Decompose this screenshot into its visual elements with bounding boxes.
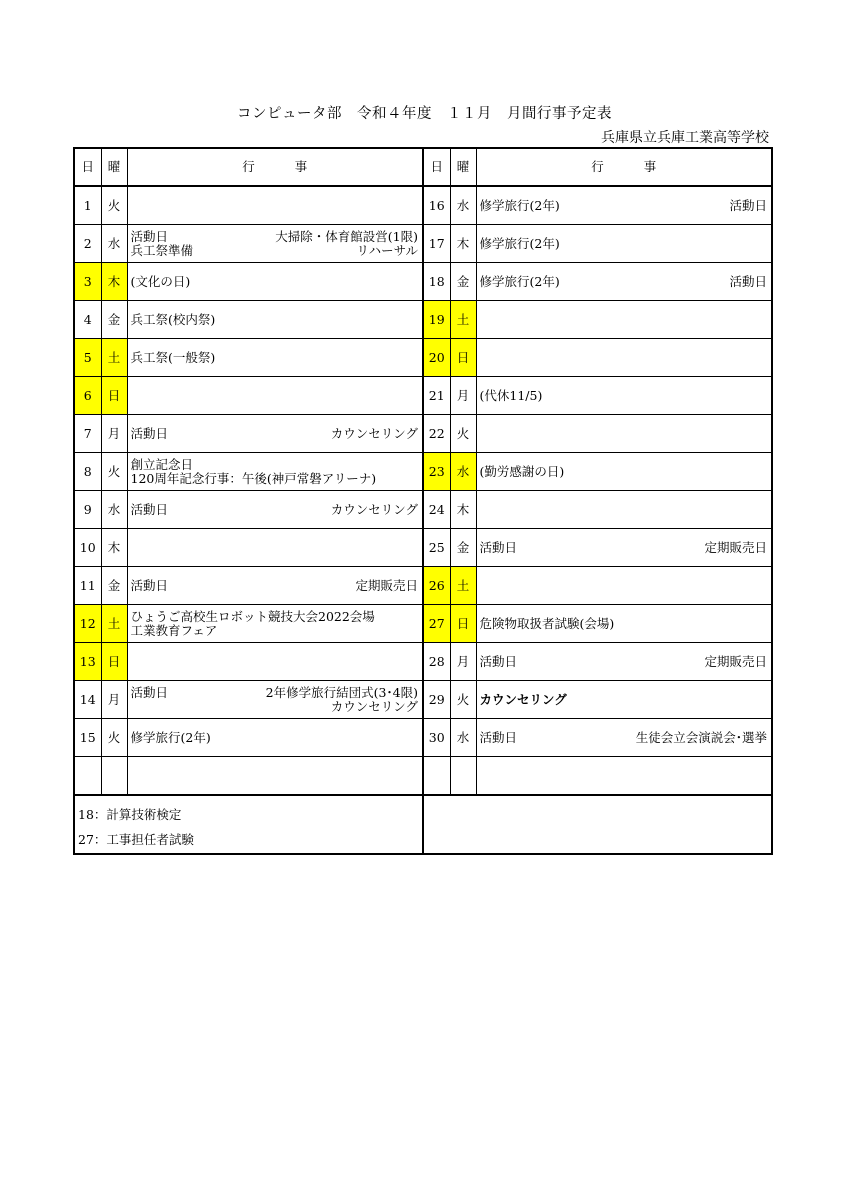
- event-cell: [127, 225, 423, 263]
- table-row: [74, 339, 772, 377]
- event-cell: [127, 529, 423, 567]
- day-number: 22: [423, 415, 450, 453]
- event-cell: [476, 415, 772, 453]
- event-text: 工業教育フェア: [130, 622, 218, 638]
- event-cell: [127, 605, 423, 643]
- event-line: [131, 700, 423, 714]
- event-text: 大掃除・体育館設営(1限): [275, 228, 418, 244]
- day-number: 21: [423, 377, 450, 415]
- weekday: 木: [101, 529, 127, 567]
- day-number: 29: [423, 681, 450, 719]
- schedule-table: [73, 147, 773, 855]
- day-number: 5: [74, 339, 101, 377]
- event-line: [131, 427, 423, 441]
- event-text: カウンセリング: [330, 698, 418, 714]
- event-text: 活動日: [729, 197, 767, 213]
- weekday: 火: [450, 681, 476, 719]
- day-number: 26: [423, 567, 450, 605]
- empty-cell: [127, 757, 423, 796]
- empty-cell: [101, 757, 127, 796]
- table-row: [74, 301, 772, 339]
- day-number: 8: [74, 453, 101, 491]
- table-row: [74, 681, 772, 719]
- weekday: 土: [101, 605, 127, 643]
- table-row: [74, 643, 772, 681]
- weekday: 日: [101, 377, 127, 415]
- event-cell: [476, 339, 772, 377]
- header-row: [74, 148, 772, 186]
- event-cell: [127, 415, 423, 453]
- day-number: 9: [74, 491, 101, 529]
- header-day: 日: [74, 148, 101, 186]
- event-cell: [127, 301, 423, 339]
- event-line: [480, 617, 772, 631]
- event-text: 活動日: [130, 501, 169, 517]
- event-line: [131, 503, 423, 517]
- event-cell: [476, 719, 772, 757]
- event-line: [480, 731, 772, 745]
- event-text: 定期販売日: [704, 653, 767, 669]
- event-cell: [127, 643, 423, 681]
- weekday: 水: [450, 719, 476, 757]
- event-text: カウンセリング: [330, 501, 418, 517]
- event-cell: [127, 186, 423, 225]
- day-number: 7: [74, 415, 101, 453]
- weekday: 木: [450, 225, 476, 263]
- table-row: [74, 453, 772, 491]
- day-number: 25: [423, 529, 450, 567]
- event-text: 活動日: [130, 684, 169, 700]
- table-row: [74, 567, 772, 605]
- day-number: 24: [423, 491, 450, 529]
- event-line: [131, 275, 423, 289]
- weekday: 金: [450, 529, 476, 567]
- day-number: 2: [74, 225, 101, 263]
- weekday: 土: [101, 339, 127, 377]
- event-text: 活動日: [479, 539, 518, 555]
- event-cell: [476, 605, 772, 643]
- event-line: [131, 351, 423, 365]
- school-name: 兵庫県立兵庫工業高等学校: [601, 130, 769, 146]
- header-event-a: 行: [242, 159, 255, 174]
- event-text: 生徒会立会演説会･選挙: [635, 729, 767, 745]
- day-number: 30: [423, 719, 450, 757]
- weekday: 月: [101, 681, 127, 719]
- empty-cell: [450, 757, 476, 796]
- event-text: 兵工祭(校内祭): [130, 311, 216, 327]
- notes-cell: [74, 795, 423, 854]
- weekday: 日: [101, 643, 127, 681]
- day-number: 11: [74, 567, 101, 605]
- weekday: 木: [101, 263, 127, 301]
- event-text: 修学旅行(2年): [479, 235, 560, 251]
- weekday: 火: [450, 415, 476, 453]
- weekday: 月: [101, 415, 127, 453]
- header-weekday: 曜: [101, 148, 127, 186]
- empty-cell: [423, 757, 450, 796]
- day-number: 18: [423, 263, 450, 301]
- note-item: 18：計算技術検定: [78, 807, 182, 822]
- note-item: 27：工事担任者試験: [78, 832, 194, 847]
- header-weekday: 曜: [450, 148, 476, 186]
- event-cell: [476, 567, 772, 605]
- day-number: 16: [423, 186, 450, 225]
- weekday: 水: [450, 453, 476, 491]
- event-line: [480, 237, 772, 251]
- event-cell: [127, 453, 423, 491]
- event-text: 活動日: [130, 228, 169, 244]
- header-event: [476, 148, 772, 186]
- day-number: 17: [423, 225, 450, 263]
- table-row: [74, 529, 772, 567]
- event-cell: [127, 719, 423, 757]
- day-number: 27: [423, 605, 450, 643]
- table-row: [74, 225, 772, 263]
- event-line: [131, 731, 423, 745]
- event-line: [131, 472, 423, 486]
- event-line: [480, 389, 772, 403]
- weekday: 月: [450, 377, 476, 415]
- day-number: 23: [423, 453, 450, 491]
- notes-cell-empty: [423, 795, 772, 854]
- event-text: (勤労感謝の日): [479, 463, 565, 479]
- weekday: 月: [450, 643, 476, 681]
- event-cell: [476, 491, 772, 529]
- event-cell: [476, 301, 772, 339]
- event-line: [131, 313, 423, 327]
- event-text: 定期販売日: [355, 577, 418, 593]
- event-cell: [127, 491, 423, 529]
- event-line: [480, 465, 772, 479]
- event-text: 活動日: [130, 425, 169, 441]
- event-text: ひょうご高校生ロボット競技大会2022会場: [130, 608, 375, 624]
- page-title: コンピュータ部 令和４年度 １１月 月間行事予定表: [237, 106, 612, 122]
- header-event: [127, 148, 423, 186]
- event-cell: [127, 377, 423, 415]
- table-row: [74, 186, 772, 225]
- day-number: 15: [74, 719, 101, 757]
- day-number: 4: [74, 301, 101, 339]
- event-text: 活動日: [729, 273, 767, 289]
- event-text: 修学旅行(2年): [479, 273, 560, 289]
- event-text: 2年修学旅行結団式(3･4限): [265, 684, 418, 700]
- day-number: 12: [74, 605, 101, 643]
- event-text: リハーサル: [356, 242, 418, 258]
- event-cell: [476, 681, 772, 719]
- day-number: 28: [423, 643, 450, 681]
- event-cell: [476, 186, 772, 225]
- event-cell: [127, 681, 423, 719]
- event-line: [131, 244, 423, 258]
- event-text: 兵工祭準備: [130, 242, 194, 258]
- event-line: [131, 458, 423, 472]
- header-event-b: 事: [643, 159, 657, 174]
- weekday: 金: [101, 567, 127, 605]
- event-line: [131, 610, 423, 624]
- event-text: 創立記念日: [130, 456, 194, 472]
- weekday: 日: [450, 339, 476, 377]
- event-text: 活動日: [479, 729, 518, 745]
- event-cell: [476, 263, 772, 301]
- event-cell: [127, 339, 423, 377]
- day-number: 19: [423, 301, 450, 339]
- event-line: [480, 275, 772, 289]
- event-text: (文化の日): [130, 273, 191, 289]
- header-event-a: 行: [591, 159, 604, 174]
- weekday: 土: [450, 301, 476, 339]
- event-cell: [476, 377, 772, 415]
- day-number: 14: [74, 681, 101, 719]
- weekday: 水: [450, 186, 476, 225]
- day-number: 13: [74, 643, 101, 681]
- weekday: 日: [450, 605, 476, 643]
- empty-cell: [476, 757, 772, 796]
- event-cell: [476, 453, 772, 491]
- event-line: [480, 541, 772, 555]
- event-cell: [476, 529, 772, 567]
- table-row: [74, 415, 772, 453]
- event-text: 修学旅行(2年): [479, 197, 560, 213]
- event-text: 兵工祭(一般祭): [130, 349, 216, 365]
- table-row: [74, 719, 772, 757]
- weekday: 火: [101, 186, 127, 225]
- table-row: [74, 491, 772, 529]
- weekday: 火: [101, 719, 127, 757]
- event-line: [480, 693, 772, 707]
- table-row: [74, 377, 772, 415]
- event-line: [480, 655, 772, 669]
- event-line: [131, 579, 423, 593]
- notes-row: [74, 795, 772, 854]
- weekday: 木: [450, 491, 476, 529]
- event-text: 修学旅行(2年): [130, 729, 211, 745]
- weekday: 土: [450, 567, 476, 605]
- weekday: 水: [101, 491, 127, 529]
- weekday: 金: [101, 301, 127, 339]
- header-day: 日: [423, 148, 450, 186]
- empty-cell: [74, 757, 101, 796]
- event-line: [480, 199, 772, 213]
- event-cell: [127, 567, 423, 605]
- weekday: 水: [101, 225, 127, 263]
- day-number: 10: [74, 529, 101, 567]
- event-text: (代休11/5): [479, 387, 543, 403]
- event-cell: [127, 263, 423, 301]
- day-number: 3: [74, 263, 101, 301]
- event-text: 危険物取扱者試験(会場): [479, 615, 615, 631]
- event-text: カウンセリング: [330, 425, 418, 441]
- event-text: カウンセリング: [479, 691, 567, 707]
- day-number: 1: [74, 186, 101, 225]
- table-row: [74, 263, 772, 301]
- event-line: [131, 686, 423, 700]
- event-text: 活動日: [130, 577, 169, 593]
- day-number: 6: [74, 377, 101, 415]
- event-text: 活動日: [479, 653, 518, 669]
- event-cell: [476, 225, 772, 263]
- weekday: 火: [101, 453, 127, 491]
- event-line: [131, 624, 423, 638]
- event-text: 120周年記念行事：午後(神戸常磐アリーナ): [130, 470, 377, 486]
- weekday: 金: [450, 263, 476, 301]
- table-row: [74, 605, 772, 643]
- event-line: [131, 230, 423, 244]
- event-text: 定期販売日: [704, 539, 767, 555]
- day-number: 20: [423, 339, 450, 377]
- blank-row: [74, 757, 772, 796]
- header-event-b: 事: [294, 159, 308, 174]
- event-cell: [476, 643, 772, 681]
